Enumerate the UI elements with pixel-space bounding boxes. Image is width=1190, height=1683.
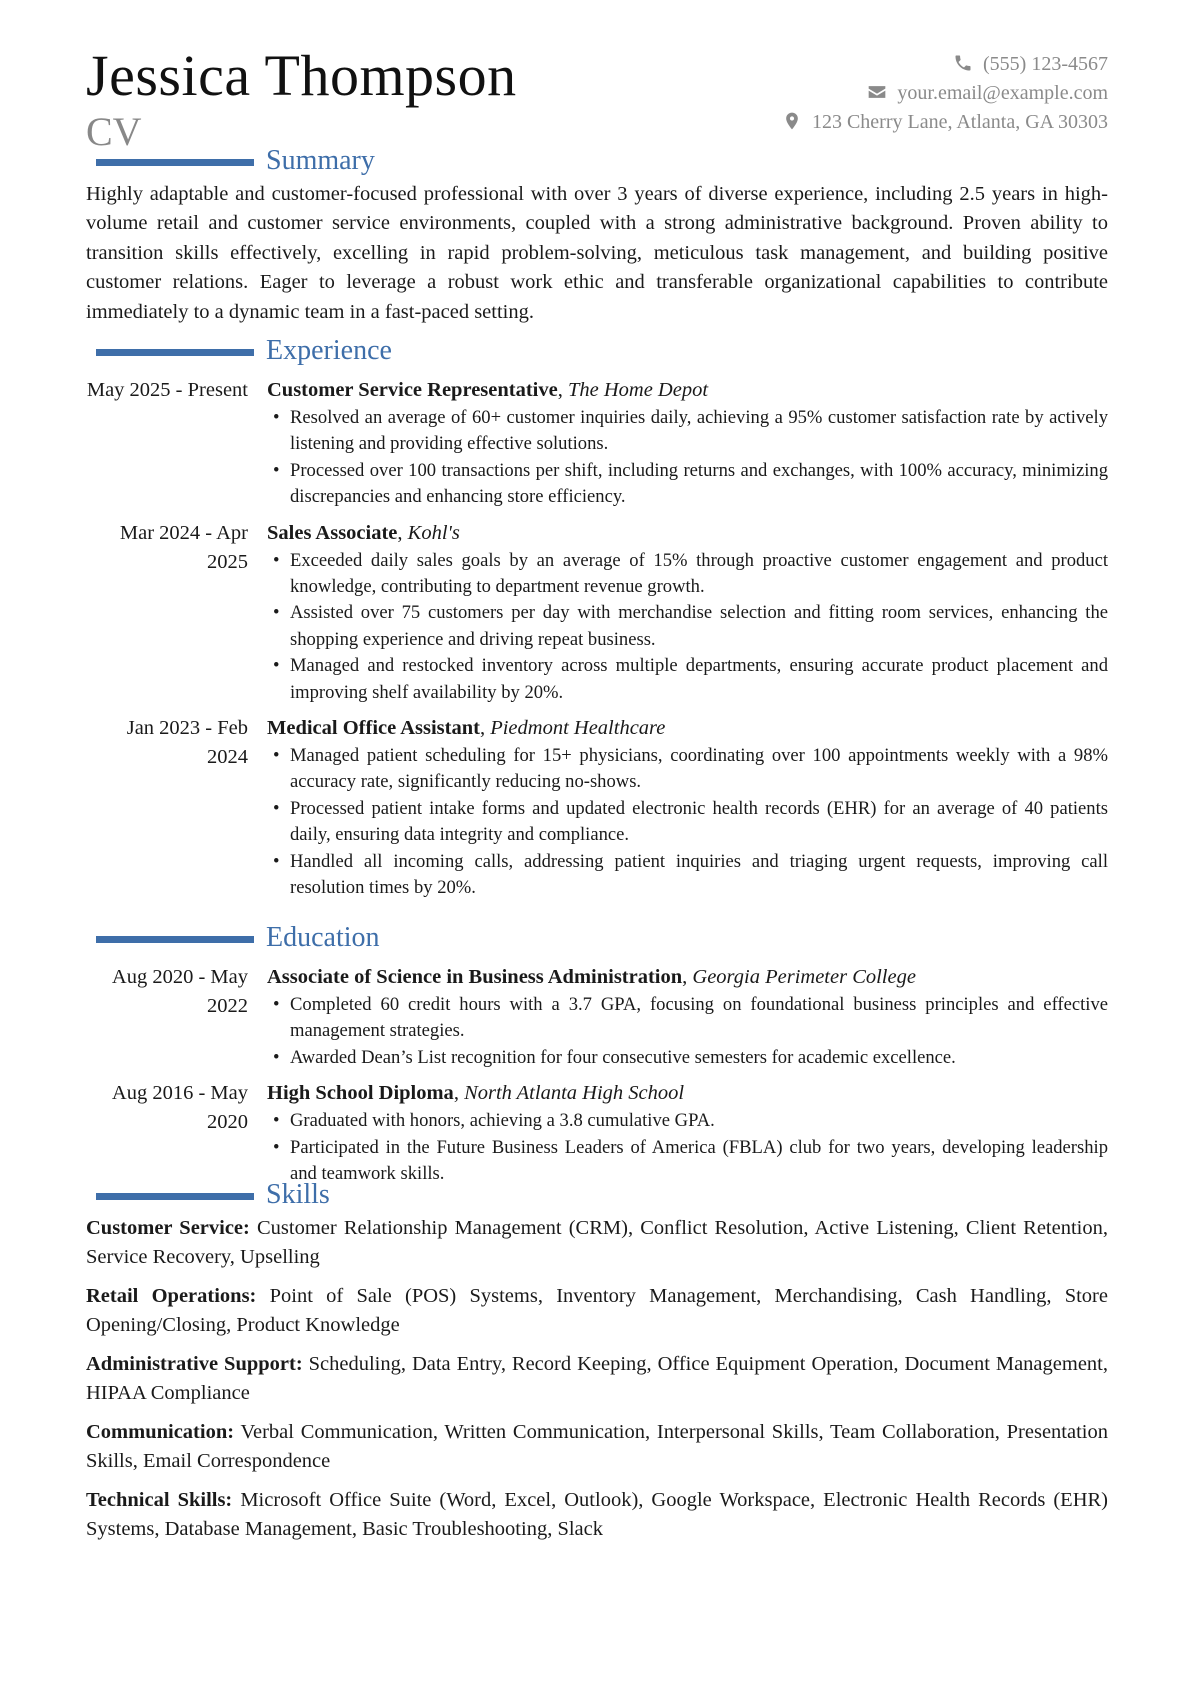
skill-label: Communication: <box>86 1421 235 1443</box>
entry-bullets <box>267 548 1108 706</box>
skill-group <box>86 1418 1108 1476</box>
skill-text: Verbal Communication, Written Communication, Interpersonal Skills, Team Collaboration, Presentation Skills, Email Correspondence <box>86 1421 1108 1472</box>
bullet-item: • Managed and restocked inventory across multiple departments, ensuring accurate product placement and improving shelf availability by 20%. <box>267 653 1108 706</box>
entry-role: Sales Associate <box>267 521 398 544</box>
skill-group <box>86 1350 1108 1408</box>
entry-bullets <box>267 405 1108 511</box>
entry-title: Associate of Science in Business Administration, Georgia Perimeter College <box>267 966 916 988</box>
entry-date: Jan 2023 - Feb 2024 <box>126 717 248 769</box>
section-accent-bar <box>96 936 254 943</box>
experience-entry <box>86 714 1108 901</box>
phone-icon <box>953 53 973 73</box>
entry-role: High School Diploma <box>267 1082 454 1105</box>
candidate-name: Jessica Thompson <box>86 43 517 108</box>
entry-org: North Atlanta High School <box>464 1082 685 1105</box>
map-marker-icon <box>782 111 802 131</box>
skill-text: Microsoft Office Suite (Word, Excel, Outlook), Google Workspace, Electronic Health Records (EHR) Systems, Database Management, Basic Troubleshooting, Slack <box>86 1489 1108 1540</box>
skill-label: Customer Service: <box>86 1217 250 1239</box>
bullet-item: • Assisted over 75 customers per day with merchandise selection and fitting room services, enhancing the shopping experience and driving repeat business. <box>267 600 1108 653</box>
entry-title: Medical Office Assistant, Piedmont Healthcare <box>267 717 666 740</box>
bullet-item: • Participated in the Future Business Leaders of America (FBLA) club for two years, developing leadership and teamwork skills. <box>267 1135 1108 1188</box>
section-header <box>86 1180 1108 1214</box>
entry-date: Aug 2020 - May 2022 <box>111 966 248 1017</box>
bullet-item: • Resolved an average of 60+ customer inquiries daily, achieving a 95% customer satisfaction rate by actively listening and providing effective solutions. <box>267 405 1108 458</box>
entry-bullets <box>267 992 1108 1071</box>
entry-org: The Home Depot <box>567 379 709 401</box>
skill-text: Customer Relationship Management (CRM), Conflict Resolution, Active Listening, Client Retention, Service Recovery, Upselling <box>86 1217 1108 1268</box>
summary-section <box>86 146 1108 327</box>
address-text: 123 Cherry Lane, Atlanta, GA 30303 <box>811 111 1108 133</box>
bullet-item: • Graduated with honors, achieving a 3.8 cumulative GPA. <box>267 1108 1108 1134</box>
entry-title: High School Diploma, North Atlanta High School <box>267 1082 685 1105</box>
contact-phone[interactable] <box>782 50 1108 79</box>
entry-bullets <box>267 1108 1108 1187</box>
skill-label: Retail Operations: <box>86 1285 257 1307</box>
entry-bullets <box>267 743 1108 901</box>
phone-text: (555) 123-4567 <box>983 53 1108 75</box>
bullet-item: • Processed over 100 transactions per shift, including returns and exchanges, with 100% accuracy, minimizing discrepancies and enhancing store efficiency. <box>267 458 1108 511</box>
document-subtitle: CV <box>86 109 142 154</box>
section-accent-bar <box>96 159 254 166</box>
section-title: Experience <box>266 335 392 366</box>
experience-entry <box>86 376 1108 511</box>
section-title: Education <box>266 922 380 953</box>
skill-group <box>86 1486 1108 1544</box>
education-section <box>86 923 1108 1195</box>
entry-date: Mar 2024 - Apr 2025 <box>119 521 248 573</box>
experience-entry <box>86 519 1108 706</box>
section-header <box>86 923 1108 957</box>
section-accent-bar <box>96 1193 254 1200</box>
entry-title: Sales Associate, Kohl's <box>267 521 460 544</box>
summary-text: Highly adaptable and customer-focused professional with over 3 years of diverse experience, including 2.5 years in high-volume retail and customer service environments, coupled with a strong administrative background. Proven ability to transition skills effectively, excelling in rapid problem-solving, meticulous task management, and building positive customer relations. Eager to leverage a robust work ethic and transferable organizational capabilities to contribute immediately to a dynamic team in a fast-paced setting. <box>86 183 1108 323</box>
email-text: your.email@example.com <box>897 82 1108 104</box>
bullet-item: • Exceeded daily sales goals by an average of 15% through proactive customer engagement and product knowledge, contributing to department revenue growth. <box>267 548 1108 601</box>
contact-block <box>782 50 1108 137</box>
section-title: Summary <box>266 145 375 176</box>
skill-text: Point of Sale (POS) Systems, Inventory Management, Merchandising, Cash Handling, Store Opening/Closing, Product Knowledge <box>86 1285 1108 1336</box>
entry-role: Customer Service Representative <box>267 379 558 401</box>
education-entry <box>86 963 1108 1071</box>
skill-label: Administrative Support: <box>86 1353 303 1375</box>
entry-org: Kohl's <box>407 521 460 544</box>
envelope-icon <box>867 82 887 102</box>
education-entry <box>86 1079 1108 1187</box>
bullet-item: • Managed patient scheduling for 15+ physicians, coordinating over 100 appointments weekly with a 98% accuracy rate, significantly reducing no-shows. <box>267 743 1108 796</box>
section-header <box>86 336 1108 370</box>
entry-date: Aug 2016 - May 2020 <box>111 1082 248 1134</box>
section-accent-bar <box>96 349 254 356</box>
entry-role: Associate of Science in Business Administration <box>267 966 683 988</box>
section-title: Skills <box>266 1179 330 1210</box>
contact-email[interactable] <box>782 79 1108 108</box>
bullet-item: • Processed patient intake forms and updated electronic health records (EHR) for an average of 40 patients daily, ensuring data integrity and compliance. <box>267 796 1108 849</box>
contact-address <box>782 108 1108 137</box>
bullet-item: • Completed 60 credit hours with a 3.7 GPA, focusing on foundational business principles and effective management strategies. <box>267 992 1108 1045</box>
bullet-item: • Awarded Dean’s List recognition for four consecutive semesters for academic excellence. <box>267 1045 1108 1071</box>
skill-group <box>86 1214 1108 1272</box>
entry-title: Customer Service Representative, The Home Depot <box>267 379 709 401</box>
bullet-item: • Handled all incoming calls, addressing patient inquiries and triaging urgent requests, improving call resolution times by 20%. <box>267 849 1108 902</box>
entry-date: May 2025 - Present <box>86 379 248 401</box>
skills-section <box>86 1180 1108 1554</box>
section-header <box>86 146 1108 180</box>
entry-org: Piedmont Healthcare <box>490 717 666 740</box>
skill-label: Technical Skills: <box>86 1489 233 1511</box>
entry-org: Georgia Perimeter College <box>692 966 916 988</box>
entry-role: Medical Office Assistant <box>267 717 480 740</box>
skill-group <box>86 1282 1108 1340</box>
skill-text: Scheduling, Data Entry, Record Keeping, Office Equipment Operation, Document Management, HIPAA Compliance <box>86 1353 1108 1404</box>
experience-section <box>86 336 1108 910</box>
